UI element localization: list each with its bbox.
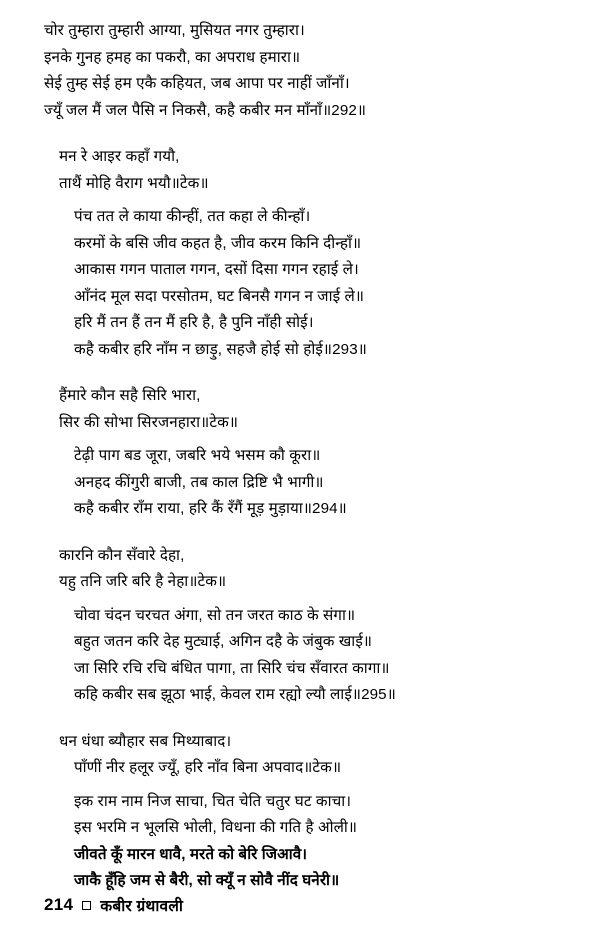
verse-line: कहि कबीर सब झूठा भाई, केवल राम रह्यो ल्यौ लाई॥295॥: [74, 686, 396, 703]
verse-block: [44, 144, 556, 363]
verse-line: पंच तत ले काया कीन्हीं, तत कहा ले कीन्हाँ।: [74, 208, 311, 225]
line-gap: [44, 782, 556, 789]
verse-block: [44, 543, 556, 709]
page-footer: [44, 894, 183, 916]
square-bullet-icon: [82, 901, 91, 910]
verse-line: सिर की सोभा सिरजनहारा॥टेक॥: [59, 413, 239, 431]
verse-line: यहु तनि जरि बरि है नेहा॥टेक॥: [59, 573, 227, 590]
line-gap: [44, 197, 556, 204]
verse-line: हरि मैं तन हैं तन मैं हरि है, है पुनि नाँही सोई।: [74, 314, 314, 331]
verse-block: [44, 729, 556, 895]
verse-line: अनहद कींगुरी बाजी, तब काल द्रिष्टि भै भागी॥: [74, 473, 324, 491]
verse-line: कारनि कौन सँवारे देहा,: [59, 546, 185, 564]
verse-line: आकास गगन पाताल गगन, दसों दिसा गगन रहाई ले।: [74, 261, 359, 278]
verse-line: ज्यूँ जल मैं जल पैसि न निकसै, कहै कबीर मन माँनाँ॥292॥: [44, 101, 367, 119]
verse-line: चोर तुम्हारा तुम्हारी आग्या, मुसियत नगर तुम्हारा।: [44, 22, 305, 39]
verse-block: [44, 18, 556, 124]
verse-line: टेढ़ी पाग बड जूरा, जबरि भये भसम कौ कूरा॥: [74, 447, 321, 464]
verse-line: कहै कबीर राँम राया, हरि कैं रँगैं मूड़ मुड़ाया॥294॥: [74, 500, 347, 517]
verse-line: मन रे आइर कहाँ गयौ,: [59, 148, 180, 165]
verse-line: ताथैं मोहि वैराग भयौ॥टेक॥: [59, 174, 209, 192]
verse-line: धन धंधा ब्यौहार सब मिथ्याबाद।: [59, 732, 232, 750]
book-title: कबीर ग्रंथावली: [100, 898, 184, 915]
verse-line: इक राम नाम निज साचा, चित चेति चतुर घट काचा।: [74, 792, 352, 810]
verse-line: चोवा चंदन चरचत अंगा, सो तन जरत काठ के संगा॥: [74, 606, 356, 624]
verse-line: इस भरमि न भूलसि भोली, विधना की गति है ओली॥: [74, 819, 358, 836]
verse-line: कहै कबीर हरि नाँम न छाड़ु, सहजै होई सो होई॥293॥: [74, 340, 367, 358]
verse-content: [44, 18, 556, 895]
line-gap: [44, 596, 556, 603]
page-number: 214: [44, 895, 74, 914]
verse-line: हैंमारे कौन सहै सिरि भारा,: [59, 387, 201, 404]
verse-line: जीवते कूँ मारन धावै, मरते को बेरि जिआवै।: [74, 845, 308, 863]
verse-line: पाँणीं नीर हलूर ज्यूँ, हरि नाँव बिना अपवाद॥टेक॥: [74, 759, 342, 776]
verse-line: इनके गुनह हमह का पकरौ, का अपराध हमारा॥: [44, 48, 301, 66]
verse-line: बहुत जतन करि देह मुट्याई, अगिन दहै के जंबुक खाई॥: [74, 633, 373, 650]
verse-line: आँनंद मूल सदा परसोतम, घट बिनसै गगन न जाई ले॥: [74, 287, 365, 305]
verse-line: सेई तुम्ह सेई हम एकै कहियत, जब आपा पर नाहीं जाँनाँ।: [44, 75, 350, 92]
line-gap: [44, 436, 556, 443]
verse-line: करमों के बसि जीव कहत है, जीव करम किनि दीन्हाँ॥: [74, 234, 362, 252]
verse-line: जाकै हूँहि जम से बैरी, सो क्यूँ न सोवै नींद घनेरी॥: [74, 872, 340, 889]
verse-block: [44, 383, 556, 523]
verse-line: जा सिरि रचि रचि बंधित पागा, ता सिरि चंच सँवारत कागा॥: [74, 659, 390, 677]
